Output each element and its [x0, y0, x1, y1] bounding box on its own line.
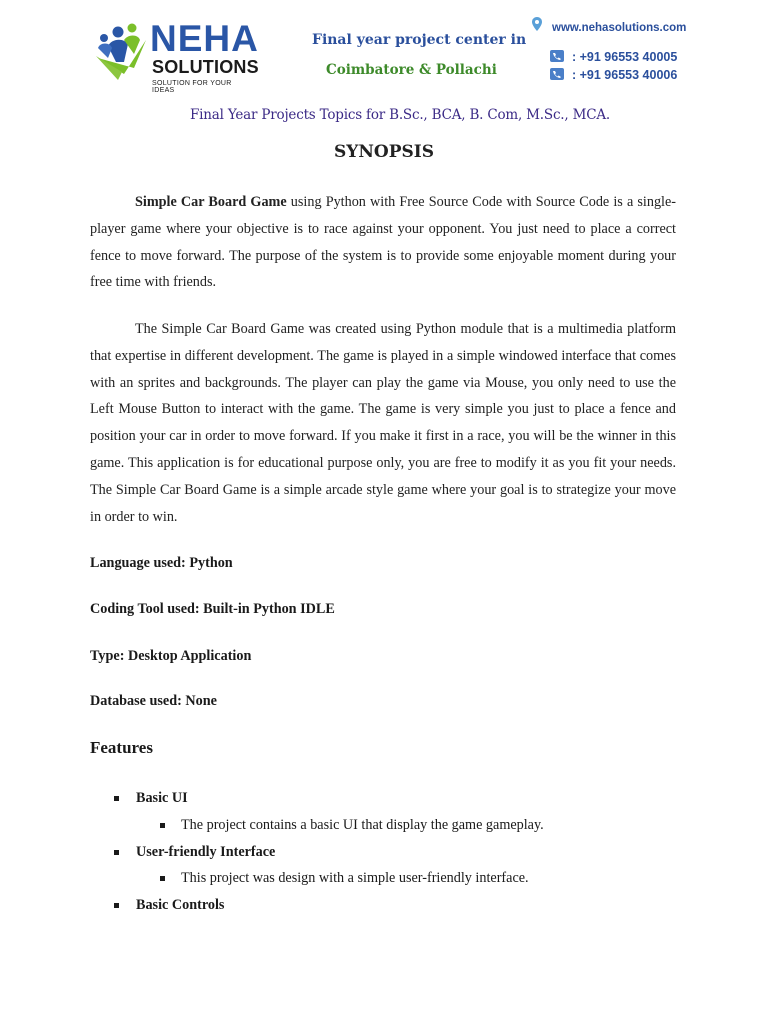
feature-description: The project contains a basic UI that display the game gameplay.	[181, 817, 544, 833]
synopsis-paragraph-1	[90, 189, 676, 296]
courses-tagline: Final Year Projects Topics for B.Sc., BCA, B. Com, M.Sc., MCA.	[190, 107, 610, 123]
square-bullet-icon	[114, 850, 119, 855]
feature-item	[136, 844, 275, 861]
feature-description: This project was design with a simple user-friendly interface.	[181, 870, 529, 886]
feature-label: User-friendly Interface	[136, 844, 276, 860]
logo-tagline: SOLUTION FOR YOUR IDEAS	[152, 80, 232, 94]
application-type: Type: Desktop Application	[90, 648, 252, 664]
phone-row-2	[550, 68, 677, 82]
logo-figures-icon	[94, 22, 150, 82]
square-bullet-icon	[160, 823, 165, 828]
website-link[interactable]: www.nehasolutions.com	[552, 22, 687, 34]
language-used: Language used: Python	[90, 555, 233, 571]
logo-name: NEHA	[150, 18, 259, 59]
features-heading: Features	[90, 738, 153, 757]
page-title: SYNOPSIS	[333, 142, 435, 162]
project-name: Simple Car Board Game	[135, 194, 287, 210]
database-used: Database used: None	[90, 693, 217, 709]
phone-icon	[550, 50, 564, 62]
coding-tool-used: Coding Tool used: Built-in Python IDLE	[90, 601, 335, 617]
header-center-line2: Coimbatore & Pollachi	[326, 62, 497, 78]
synopsis-paragraph-2: The Simple Car Board Game was created using Python module that is a multimedia platform that expertise in different development. The game is played in a simple windowed interface that comes with an sprites and backgrounds. The player can play the game via Mouse, you only need to use the Left Mouse Button to interact with the game. The game is very simple you just to place a fence and position your car in order to move forward. If you make it first in a race, you will be the winner in this game. This application is for educational purpose only, you are free to modify it as you fit your needs. The Simple Car Board Game is a simple arcade style game where your goal is to strategize your move in order to win.	[90, 321, 676, 525]
feature-item	[136, 897, 224, 914]
feature-subitem	[181, 870, 529, 887]
location-pin-icon	[532, 17, 542, 31]
paragraph-1-text: using Python with Free Source Code with Source Code is a single-player game where your objective is to race against your opponent. You just need to place a correct fence to move forward. The purpose of the system is to provide some enjoyable moment during your free time with friends.	[90, 194, 677, 291]
square-bullet-icon	[114, 903, 119, 908]
feature-item	[136, 790, 188, 807]
square-bullet-icon	[160, 876, 165, 881]
feature-label: Basic Controls	[136, 897, 225, 913]
neha-solutions-logo	[94, 18, 259, 94]
square-bullet-icon	[114, 796, 119, 801]
phone-number-1[interactable]: : +91 96553 40005	[572, 50, 678, 64]
phone-row-1	[550, 50, 677, 64]
feature-subitem	[181, 817, 544, 834]
logo-subtitle: SOLUTIONS	[152, 57, 259, 77]
phone-number-2[interactable]: : +91 96553 40006	[572, 68, 678, 82]
header-center-line1: Final year project center in	[312, 32, 527, 48]
phone-icon	[550, 68, 564, 80]
feature-label: Basic UI	[136, 790, 188, 806]
website-row	[532, 17, 686, 34]
